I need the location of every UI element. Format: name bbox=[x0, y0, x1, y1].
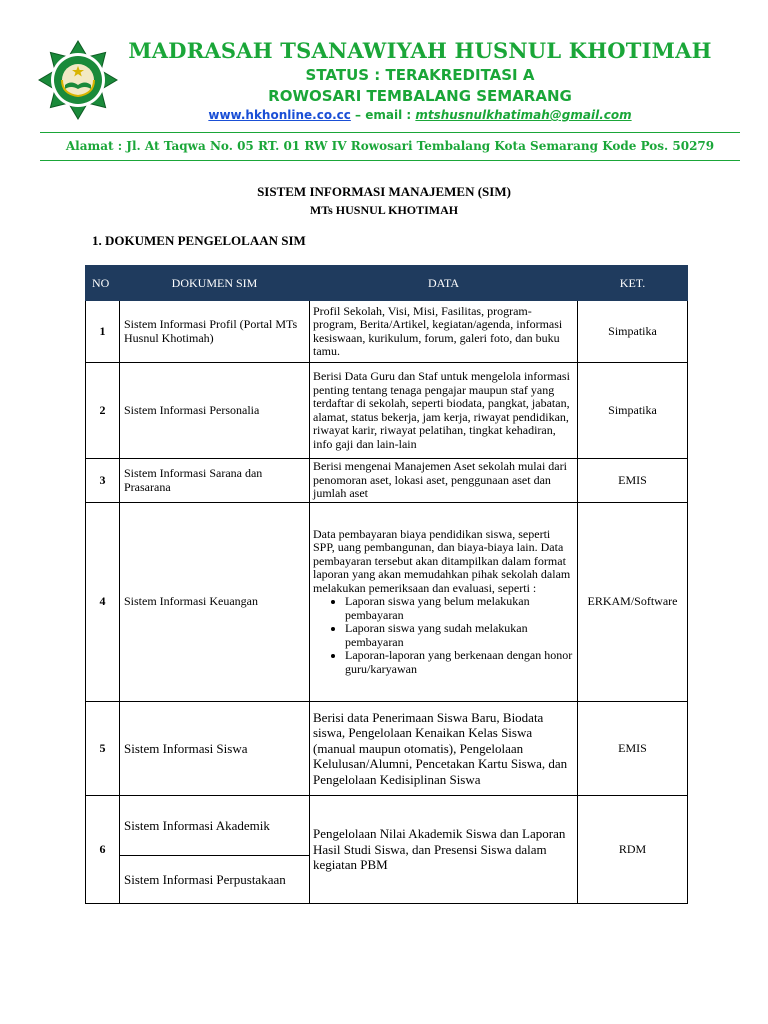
document-data: Berisi Data Guru dan Staf untuk mengelola informasi penting tentang tenaga pengajar maupun staf yang terdaftar di sekolah, seperti biodata, pangkat, jabatan, alamat, status bekerja, jam kerja, riwayat pendidikan, riwayat karir, riwayat pelatihan, tingkat kehadiran, info gaji dan lain-lain bbox=[310, 363, 578, 459]
email-label: – email : bbox=[350, 108, 416, 122]
document-note: EMIS bbox=[578, 459, 688, 503]
document-name: Sistem Informasi Siswa bbox=[120, 702, 310, 796]
row-number: 4 bbox=[86, 503, 120, 702]
list-item: • Laporan-laporan yang berkenaan dengan honor guru/karyawan bbox=[345, 649, 574, 676]
document-note: Simpatika bbox=[578, 301, 688, 363]
list-item: • Laporan siswa yang sudah melakukan pembayaran bbox=[345, 622, 574, 649]
document-title: SISTEM INFORMASI MANAJEMEN (SIM) bbox=[257, 184, 511, 199]
document-name: Sistem Informasi Profil (Portal MTs Husnul Khotimah) bbox=[120, 301, 310, 363]
school-address: Alamat : Jl. At Taqwa No. 05 RT. 01 RW IV Rowosari Tembalang Kota Semarang Kode Pos. 50279 bbox=[65, 139, 715, 153]
document-name: Sistem Informasi Sarana dan Prasarana bbox=[120, 459, 310, 503]
document-subtitle: MTs HUSNUL KHOTIMAH bbox=[309, 203, 459, 217]
document-data-text: Data pembayaran biaya pendidikan siswa, seperti SPP, uang pembangunan, dan biaya-biaya lain. Data pembayaran tersebut akan ditampilkan dalam format laporan yang akan memudahkan pihak sekolah dalam melakukan pemeriksaan dan evaluasi, seperti : bbox=[313, 526, 571, 595]
row-number: 2 bbox=[86, 363, 120, 459]
report-list bbox=[313, 595, 574, 676]
section-heading: 1. DOKUMEN PENGELOLAAN SIM bbox=[92, 233, 306, 248]
website-link[interactable]: www.hkhonline.co.cc bbox=[208, 108, 351, 122]
document-data: Profil Sekolah, Visi, Misi, Fasilitas, program-program, Berita/Artikel, kegiatan/agenda, informasi kesiswaan, kurikulum, forum, galeri foto, dan buku tamu. bbox=[310, 301, 578, 363]
header-divider-top bbox=[40, 132, 740, 133]
column-header: DATA bbox=[310, 266, 578, 301]
document-note: EMIS bbox=[578, 702, 688, 796]
list-item: • Laporan siswa yang belum melakukan pembayaran bbox=[345, 595, 574, 622]
document-data bbox=[310, 503, 578, 702]
row-number: 3 bbox=[86, 459, 120, 503]
email-link[interactable]: mtshusnulkhatimah@gmail.com bbox=[415, 108, 632, 122]
school-logo-icon bbox=[38, 40, 118, 120]
table-row bbox=[86, 363, 688, 459]
table-row bbox=[86, 796, 688, 856]
document-note: RDM bbox=[578, 796, 688, 904]
header-divider-bottom bbox=[40, 160, 740, 161]
document-data: Pengelolaan Nilai Akademik Siswa dan Laporan Hasil Studi Siswa, dan Presensi Siswa dalam kegiatan PBM bbox=[310, 796, 578, 904]
document-data: Berisi mengenai Manajemen Aset sekolah mulai dari penomoran aset, lokasi aset, penggunaan aset dan jumlah aset bbox=[310, 459, 578, 503]
column-header: NO bbox=[86, 266, 120, 301]
accreditation-status: STATUS : TERAKREDITASI A bbox=[305, 66, 535, 84]
document-name: Sistem Informasi Perpustakaan bbox=[120, 856, 310, 904]
sim-document-table bbox=[85, 265, 688, 904]
letterhead bbox=[0, 0, 768, 160]
row-number: 5 bbox=[86, 702, 120, 796]
document-name: Sistem Informasi Keuangan bbox=[120, 503, 310, 702]
document-data: Berisi data Penerimaan Siswa Baru, Biodata siswa, Pengelolaan Kenaikan Kelas Siswa (manual maupun otomatis), Pengelolaan Kelulusan/Alumni, Pencetakan Kartu Siswa, dan Pengelolaan Kedisiplinan Siswa bbox=[310, 702, 578, 796]
school-name: MADRASAH TSANAWIYAH HUSNUL KHOTIMAH bbox=[128, 38, 712, 63]
column-header: KET. bbox=[578, 266, 688, 301]
row-number: 6 bbox=[86, 796, 120, 904]
table-row bbox=[86, 503, 688, 702]
column-header: DOKUMEN SIM bbox=[120, 266, 310, 301]
table-row bbox=[86, 301, 688, 363]
table-row bbox=[86, 702, 688, 796]
document-name: Sistem Informasi Personalia bbox=[120, 363, 310, 459]
document-name: Sistem Informasi Akademik bbox=[120, 796, 310, 856]
document-note: ERKAM/Software bbox=[578, 503, 688, 702]
row-number: 1 bbox=[86, 301, 120, 363]
school-location: ROWOSARI TEMBALANG SEMARANG bbox=[268, 87, 572, 105]
contact-line bbox=[120, 108, 720, 122]
table-header-row bbox=[86, 266, 688, 301]
document-note: Simpatika bbox=[578, 363, 688, 459]
table-row bbox=[86, 459, 688, 503]
